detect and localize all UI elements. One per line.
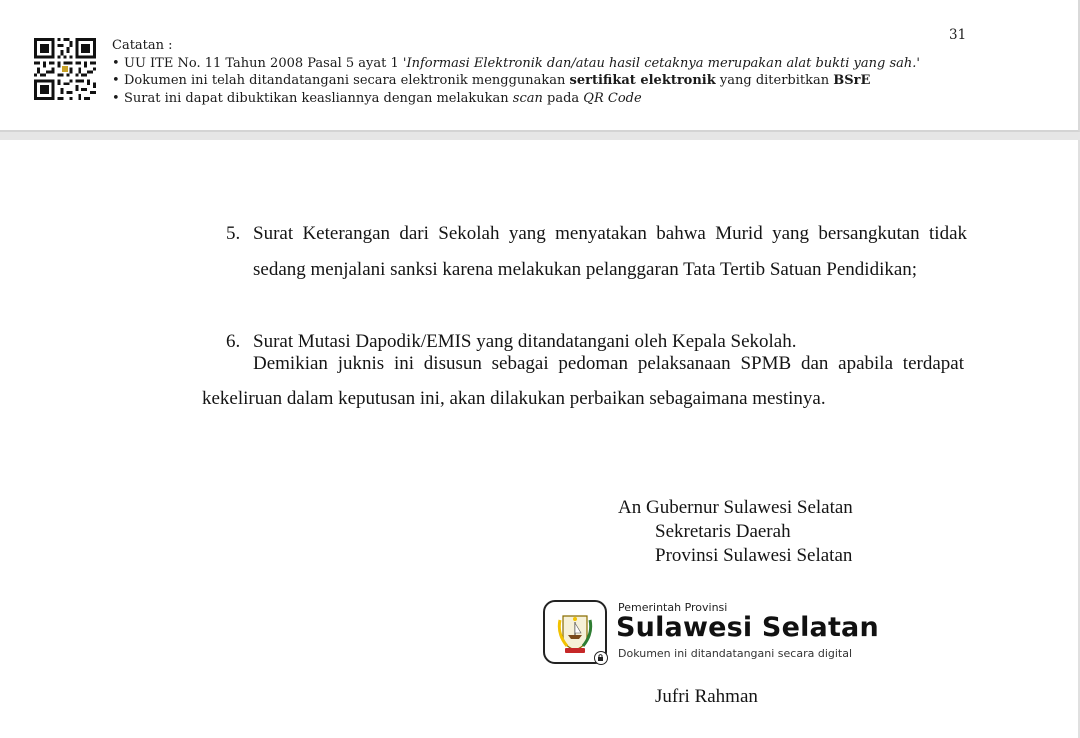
note-item: • Surat ini dapat dibuktikan keasliannya dengan melakukan scan pada QR Code [112, 90, 642, 106]
list-text: Surat Keterangan dari Sekolah yang menyatakan bahwa Murid yang bersangkutan tidak sedang menjalani sanksi karena melakukan pelanggaran Tata Tertib Satuan Pendidikan; [253, 223, 967, 280]
signatory-name: Jufri Rahman [655, 686, 758, 707]
stamp-subtitle: Pemerintah Provinsi [618, 601, 728, 614]
note-item: • Dokumen ini telah ditandatangani secara elektronik menggunakan sertifikat elektronik yang diterbitkan BSrE [112, 73, 871, 88]
stamp-caption: Dokumen ini ditandatangani secara digital [618, 647, 853, 660]
page-separator [0, 132, 1080, 140]
sulsel-emblem-icon [543, 600, 607, 664]
previous-page-footer [0, 0, 1080, 132]
list-text: Surat Mutasi Dapodik/EMIS yang ditandatangani oleh Kepala Sekolah. [253, 331, 797, 352]
page-number: 31 [949, 27, 967, 43]
closing-paragraph: Demikian juknis ini disusun sebagai pedoman pelaksanaan SPMB dan apabila terdapat kekeliruan dalam keputusan ini, akan dilakukan perbaikan sebagaimana mestinya. [202, 353, 964, 409]
document-page [0, 140, 1080, 738]
qr-code-icon [34, 38, 96, 100]
signature-line-1: An Gubernur Sulawesi Selatan [618, 497, 853, 518]
stamp-title: Sulawesi Selatan [616, 612, 879, 643]
digital-signature-stamp [543, 600, 879, 668]
lock-icon [594, 651, 608, 665]
list-number: 6. [226, 331, 241, 352]
notes-title: Catatan : [112, 38, 173, 53]
signature-line-2: Sekretaris Daerah [655, 521, 791, 542]
list-item-5 [226, 216, 968, 326]
notes-block [112, 37, 920, 107]
signature-line-3: Provinsi Sulawesi Selatan [655, 545, 853, 566]
note-item: • UU ITE No. 11 Tahun 2008 Pasal 5 ayat 1 'Informasi Elektronik dan/atau hasil cetaknya merupakan alat bukti yang sah.' [112, 55, 920, 71]
list-number: 5. [226, 223, 241, 244]
